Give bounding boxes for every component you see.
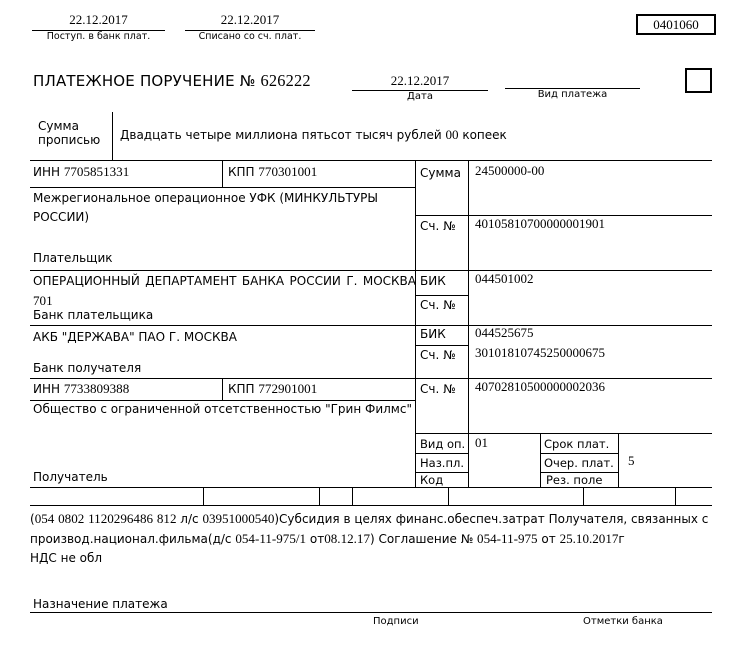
amount-words-label: Сумма прописью (38, 119, 101, 147)
written-off-date-value: 22.12.2017 (185, 12, 315, 31)
payer-bank-section-label: Банк плательщика (33, 308, 154, 322)
op-type-value: 01 (475, 435, 488, 450)
grid-line (30, 487, 712, 488)
grid-line (319, 487, 320, 505)
grid-line (222, 378, 223, 400)
payee-name: Общество с ограниченной отсетственностью "Грин Филмс" (33, 402, 412, 416)
payer-bank-name: ОПЕРАЦИОННЫЙ ДЕПАРТАМЕНТ БАНКА РОССИИ Г. МОСКВА 701 (33, 274, 416, 308)
written-off-date-label: Списано со сч. плат. (198, 31, 302, 42)
grid-line (112, 112, 113, 160)
grid-line (540, 433, 541, 487)
received-date-label: Поступ. в банк плат. (46, 31, 151, 42)
grid-line (415, 453, 468, 454)
payment-kind-field (505, 73, 640, 100)
grid-line (30, 325, 712, 326)
signatures-label: Подписи (373, 616, 419, 627)
form-code-box (636, 14, 716, 35)
payer-bank-account-label: Сч. № (420, 298, 456, 312)
payer-bank-bik-value: 044501002 (475, 271, 534, 286)
document-title: ПЛАТЕЖНОЕ ПОРУЧЕНИЕ № 626222 (33, 71, 311, 90)
purpose-line: (054 0802 1120296486 812 л/с 03951000540)Субсидия в целях финанс.обеспеч.затрат Получателя, связанных с (30, 511, 709, 526)
purpose-line: НДС не обл (30, 551, 103, 565)
payment-term-label: Срок плат. (544, 437, 610, 451)
payee-account-value: 40702810500000002036 (475, 379, 605, 394)
payer-section-label: Плательщик (33, 251, 113, 265)
payer-bank-bik-label: БИК (420, 274, 446, 288)
payee-bank-section-label: Банк получателя (33, 361, 142, 375)
payment-purpose-code-label: Наз.пл. (420, 456, 464, 470)
payee-inn: ИНН 7733809388 (33, 381, 130, 396)
grid-line (415, 345, 468, 346)
grid-line (30, 378, 712, 379)
payee-account-label: Сч. № (420, 382, 456, 396)
grid-line (30, 400, 415, 401)
grid-line (30, 612, 712, 613)
payer-kpp: КПП 770301001 (228, 164, 318, 179)
payer-inn: ИНН 7705851331 (33, 164, 130, 179)
grid-line (415, 433, 712, 434)
payee-section-label: Получатель (33, 470, 108, 484)
payee-bank-bik-label: БИК (420, 327, 446, 341)
payer-account-label: Сч. № (420, 219, 456, 233)
priority-label: Очер. плат. (544, 456, 614, 470)
bank-marks-label: Отметки банка (583, 616, 663, 627)
payment-kind-label: Вид платежа (537, 89, 608, 100)
op-type-label: Вид оп. (420, 437, 466, 451)
written-off-date-field (185, 12, 315, 42)
received-date-value: 22.12.2017 (32, 12, 165, 31)
payee-bank-account-label: Сч. № (420, 348, 456, 362)
grid-line (583, 487, 584, 505)
priority-value: 5 (628, 453, 635, 468)
status-box (685, 68, 712, 93)
grid-line (203, 487, 204, 505)
payer-account-value: 40105810700000001901 (475, 216, 605, 231)
amount-label: Сумма (420, 166, 461, 180)
document-date-value: 22.12.2017 (352, 73, 488, 91)
grid-line (468, 160, 469, 487)
purpose-section-label: Назначение платежа (33, 597, 168, 611)
amount-words-text: Двадцать четыре миллиона пятьсот тысяч рублей 00 копеек (120, 127, 507, 142)
payee-bank-name: АКБ "ДЕРЖАВА" ПАО Г. МОСКВА (33, 330, 237, 344)
received-date-field (32, 12, 165, 42)
grid-line (30, 160, 712, 161)
grid-line (30, 505, 712, 506)
grid-line (30, 270, 712, 271)
payee-bank-account-value: 30101810745250000675 (475, 345, 605, 360)
grid-line (448, 487, 449, 505)
document-date-field (352, 73, 488, 102)
payment-kind-value (505, 73, 640, 89)
payer-name: Межрегиональное операционное УФК (МИНКУЛЬТУРЫ РОССИИ) (33, 191, 378, 224)
payee-kpp: КПП 772901001 (228, 381, 318, 396)
grid-line (618, 433, 619, 487)
amount-value: 24500000-00 (475, 163, 545, 178)
reserve-field-label: Рез. поле (546, 473, 603, 487)
grid-line (30, 187, 415, 188)
grid-line (222, 160, 223, 187)
grid-line (675, 487, 676, 505)
grid-line (415, 295, 468, 296)
payee-bank-bik-value: 044525675 (475, 325, 534, 340)
document-date-label: Дата (407, 91, 433, 102)
code-label: Код (420, 473, 444, 487)
purpose-line: производ.национал.фильма(д/с 054-11-975/1 от08.12.17) Соглашение № 054-11-975 от 25.10.2017г (30, 531, 625, 546)
form-code: 0401060 (653, 17, 699, 32)
grid-line (540, 453, 618, 454)
grid-line (352, 487, 353, 505)
